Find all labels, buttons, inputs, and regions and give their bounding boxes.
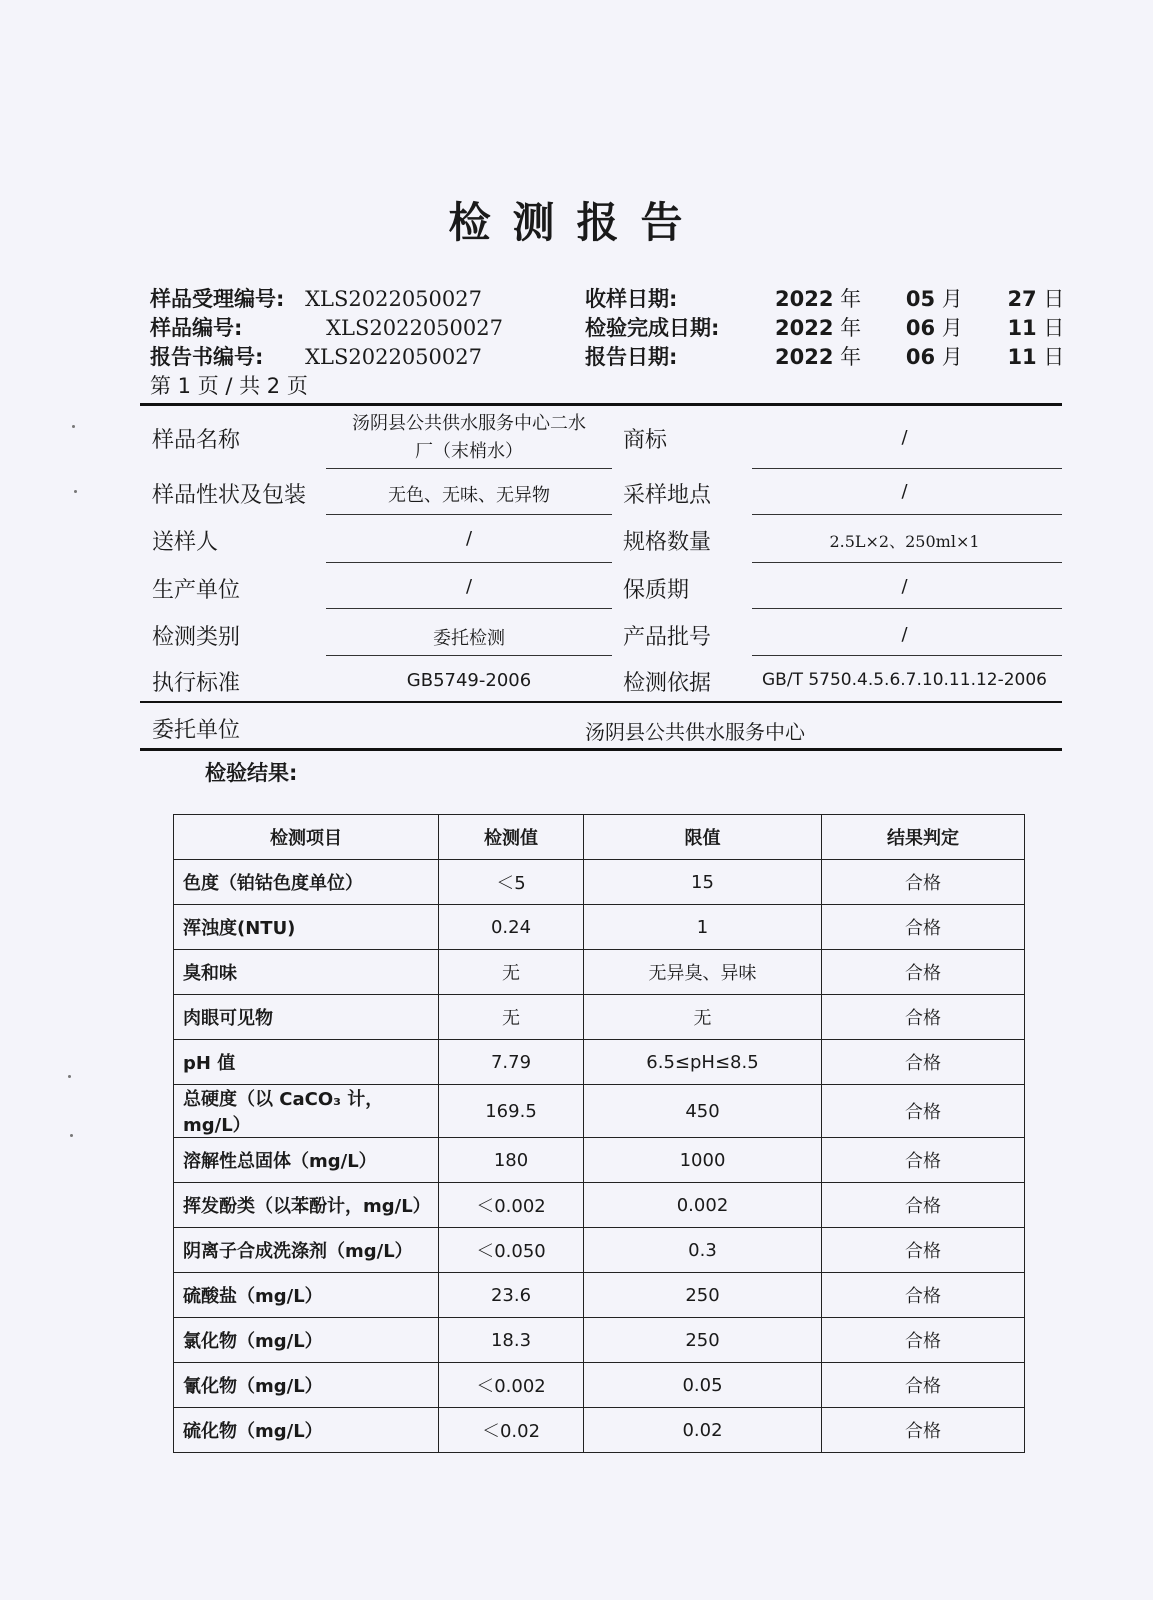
receive-month: 05 [905,287,936,311]
table-row: pH 值 7.79 6.5≤pH≤8.5 合格 [174,1040,1025,1085]
col-header-item: 检测项目 [174,815,439,860]
test-type: 委托检测 [433,628,505,649]
col-header-limit: 限值 [584,815,822,860]
standard: GB5749-2006 [406,670,532,691]
sample-no-label: 样品编号: [150,316,243,340]
test-type-label: 检测类别 [152,625,241,650]
complete-day: 11 [1007,316,1037,340]
col-header-judgement: 结果判定 [822,815,1025,860]
receive-date: 2022 年 05 月 27 日 [775,287,1065,311]
sample-no: XLS2022050027 [326,316,503,340]
trademark-label: 商标 [623,428,668,453]
table-row: 溶解性总固体（mg/L） 180 1000 合格 [174,1138,1025,1183]
basis-label: 检测依据 [623,671,712,696]
sample-name-label: 样品名称 [152,428,241,453]
receive-date-label: 收样日期: [585,287,678,311]
info-mid-rule [140,701,1062,703]
spec: 2.5L×2、250ml×1 [829,532,980,551]
table-row: 阴离子合成洗涤剂（mg/L） ＜0.050 0.3 合格 [174,1228,1025,1273]
sender: / [465,528,473,549]
results-title: 检验结果: [205,761,298,785]
report-no: XLS2022050027 [305,345,482,369]
table-row: 硫化物（mg/L） ＜0.02 0.02 合格 [174,1408,1025,1453]
sampling-site-label: 采样地点 [623,483,712,508]
info-top-rule [140,403,1062,406]
info-bottom-rule [140,748,1062,751]
complete-date-label: 检验完成日期: [585,316,720,340]
shelf-life-label: 保质期 [623,578,690,603]
table-row: 氰化物（mg/L） ＜0.002 0.05 合格 [174,1363,1025,1408]
sample-no-row [150,312,503,342]
page-info: 第 1 页 / 共 2 页 [150,374,308,398]
scan-speck [74,490,77,493]
table-row: 肉眼可见物 无 无 合格 [174,995,1025,1040]
report-no-label: 报告书编号: [150,345,264,369]
table-row: 总硬度（以 CaCO₃ 计，mg/L） 169.5 450 合格 [174,1085,1025,1138]
sampling-site: / [901,481,908,502]
scan-speck [72,425,75,428]
state: 无色、无味、无异物 [388,485,550,506]
table-row: 浑浊度(NTU) 0.24 1 合格 [174,905,1025,950]
spec-label: 规格数量 [623,530,712,555]
report-day: 11 [1007,345,1037,369]
table-header-row [174,815,1025,860]
report-no-row [150,341,482,371]
table-row: 挥发酚类（以苯酚计，mg/L） ＜0.002 0.002 合格 [174,1183,1025,1228]
sample-accept-no-label: 样品受理编号: [150,287,285,311]
report-title: 检测报告 [448,198,705,247]
complete-date: 2022 年 06 月 11 日 [775,316,1065,340]
complete-month: 06 [905,316,936,340]
report-year: 2022 [775,345,834,369]
sample-accept-no-row [150,283,482,313]
client-label: 委托单位 [152,718,241,743]
batch: / [901,624,908,645]
basis: GB/T 5750.4.5.6.7.10.11.12-2006 [762,670,1047,690]
client: 汤阴县公共供水服务中心 [585,720,805,744]
scan-speck [68,1075,71,1078]
table-row: 臭和味 无 无异臭、异味 合格 [174,950,1025,995]
report-date-label: 报告日期: [585,345,678,369]
producer-label: 生产单位 [152,578,241,603]
shelf-life: / [901,576,908,597]
sample-accept-no: XLS2022050027 [305,287,482,311]
sender-label: 送样人 [152,530,219,555]
report-date: 2022 年 06 月 11 日 [775,345,1065,369]
trademark: / [901,427,908,448]
table-row: 色度（铂钴色度单位） ＜5 15 合格 [174,860,1025,905]
sample-name: 汤阴县公共供水服务中心二水 厂（末梢水） [352,413,586,462]
receive-year: 2022 [775,287,834,311]
receive-day: 27 [1007,287,1037,311]
table-row: 硫酸盐（mg/L） 23.6 250 合格 [174,1273,1025,1318]
producer: / [465,576,473,597]
col-header-value: 检测值 [439,815,584,860]
state-label: 样品性状及包装 [152,483,307,508]
table-row: 氯化物（mg/L） 18.3 250 合格 [174,1318,1025,1363]
results-table [173,814,1025,1453]
complete-year: 2022 [775,316,834,340]
standard-label: 执行标准 [152,671,241,696]
batch-label: 产品批号 [623,625,712,650]
report-month: 06 [905,345,936,369]
scan-speck [70,1134,73,1137]
